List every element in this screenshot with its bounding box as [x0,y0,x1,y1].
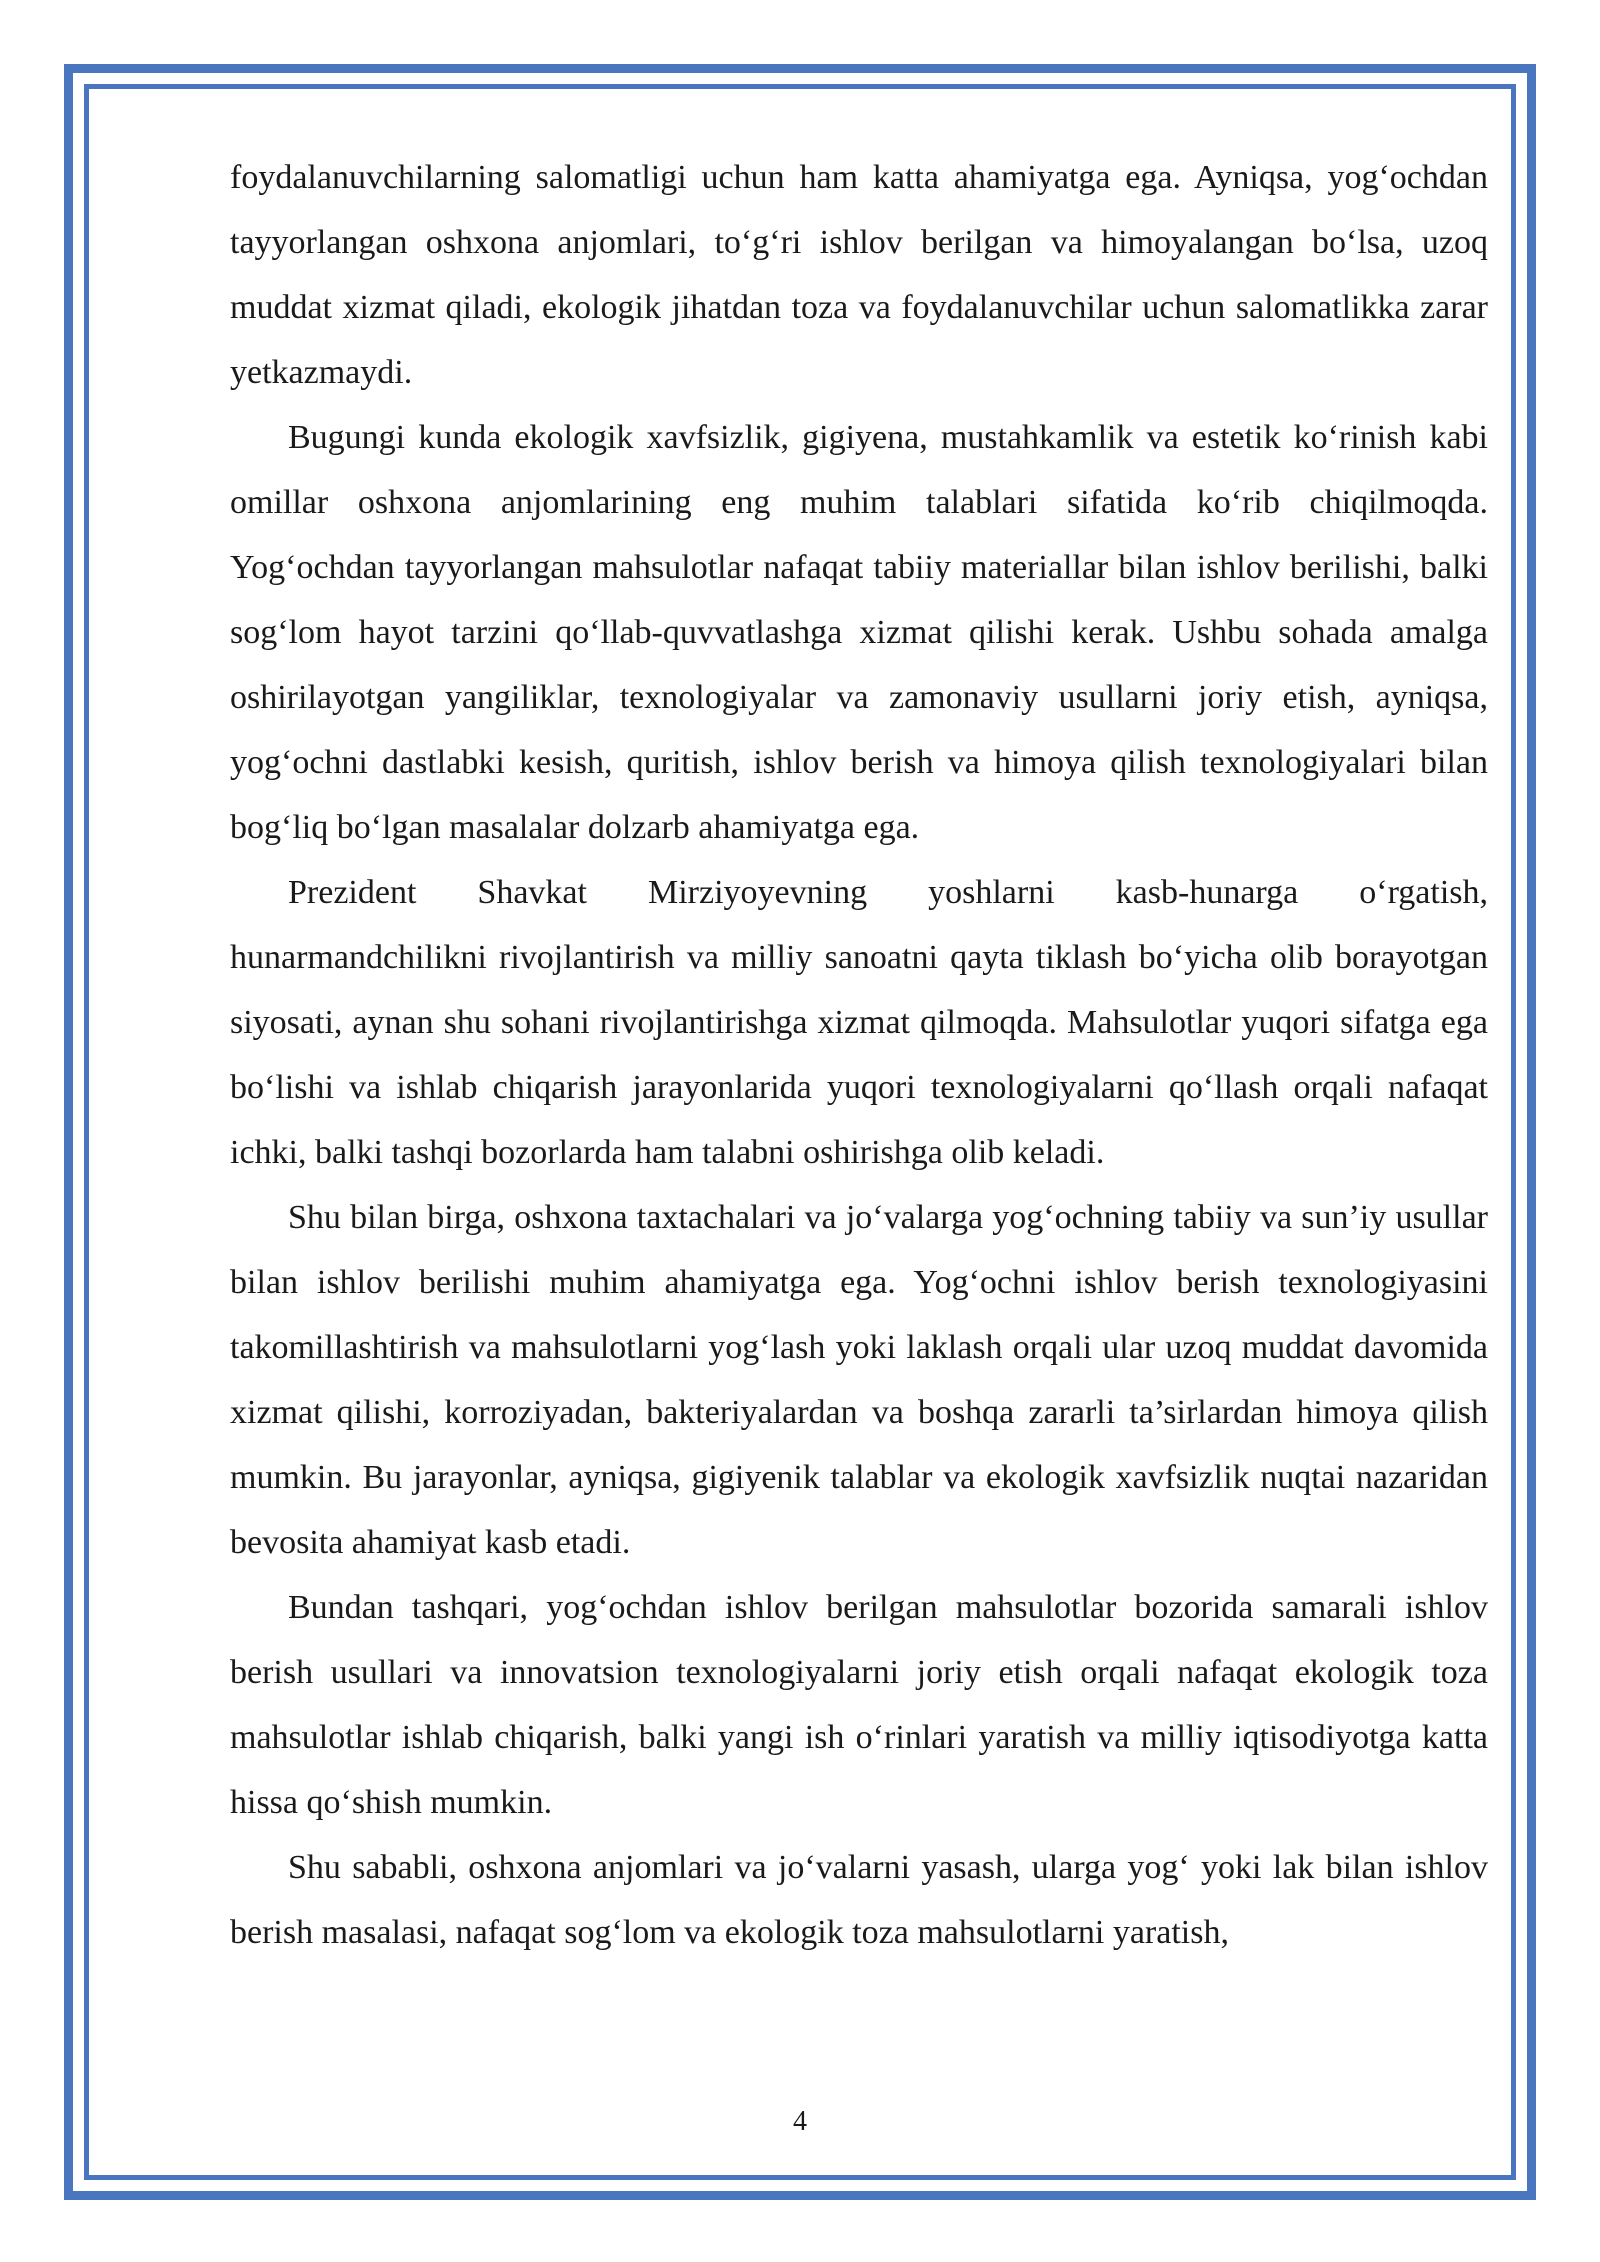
paragraph-4: Shu bilan birga, oshxona taxtachalari va jo‘valarga yog‘ochning tabiiy va sun’iy usullar bilan ishlov berilishi muhim ahamiyatga ega. Yog‘ochni ishlov berish texnologiyasini takomillashtirish va mahsulotlarni yog‘lash yoki laklash orqali ular uzoq muddat davomida xizmat qilishi, korroziyadan, bakteriyalardan va boshqa zararli ta’sirlardan himoya qilish mumkin. Bu jarayonlar, ayniqsa, gigiyenik talablar va ekologik xavfsizlik nuqtai nazaridan bevosita ahamiyat kasb etadi. [230,1199,1488,1561]
paragraph-3: Prezident Shavkat Mirziyoyevning yoshlarni kasb-hunarga o‘rgatish, hunarmandchilikni rivojlantirish va milliy sanoatni qayta tiklash bo‘yicha olib borayotgan siyosati, aynan shu sohani rivojlantirishga xizmat qilmoqda. Mahsulotlar yuqori sifatga ega bo‘lishi va ishlab chiqarish jarayonlarida yuqori texnologiyalarni qo‘llash orqali nafaqat ichki, balki tashqi bozorlarda ham talabni oshirishga olib keladi. [230,874,1488,1171]
paragraph-6: Shu sababli, oshxona anjomlari va jo‘valarni yasash, ularga yog‘ yoki lak bilan ishlov berish masalasi, nafaqat sog‘lom va ekologik toza mahsulotlarni yaratish, [230,1849,1488,1951]
paragraph-1: foydalanuvchilarning salomatligi uchun ham katta ahamiyatga ega. Ayniqsa, yog‘ochdan tayyorlangan oshxona anjomlari, to‘g‘ri ishlov berilgan va himoyalangan bo‘lsa, uzoq muddat xizmat qiladi, ekologik jihatdan toza va foydalanuvchilar uchun salomatlikka zarar yetkazmaydi. [230,159,1488,391]
paragraph-2: Bugungi kunda ekologik xavfsizlik, gigiyena, mustahkamlik va estetik ko‘rinish kabi omillar oshxona anjomlarining eng muhim talablari sifatida ko‘rib chiqilmoqda. Yog‘ochdan tayyorlangan mahsulotlar nafaqat tabiiy materiallar bilan ishlov berilishi, balki sog‘lom hayot tarzini qo‘llab-quvvatlashga xizmat qilishi kerak. Ushbu sohada amalga oshirilayotgan yangiliklar, texnologiyalar va zamonaviy usullarni joriy etish, ayniqsa, yog‘ochni dastlabki kesish, quritish, ishlov berish va himoya qilish texnologiyalari bilan bog‘liq bo‘lgan masalalar dolzarb ahamiyatga ega. [230,419,1488,846]
page-number: 4 [793,2106,807,2137]
document-body [230,145,1488,1965]
paragraph-5: Bundan tashqari, yog‘ochdan ishlov berilgan mahsulotlar bozorida samarali ishlov berish usullari va innovatsion texnologiyalarni joriy etish orqali nafaqat ekologik toza mahsulotlar ishlab chiqarish, balki yangi ish o‘rinlari yaratish va milliy iqtisodiyotga katta hissa qo‘shish mumkin. [230,1589,1488,1821]
